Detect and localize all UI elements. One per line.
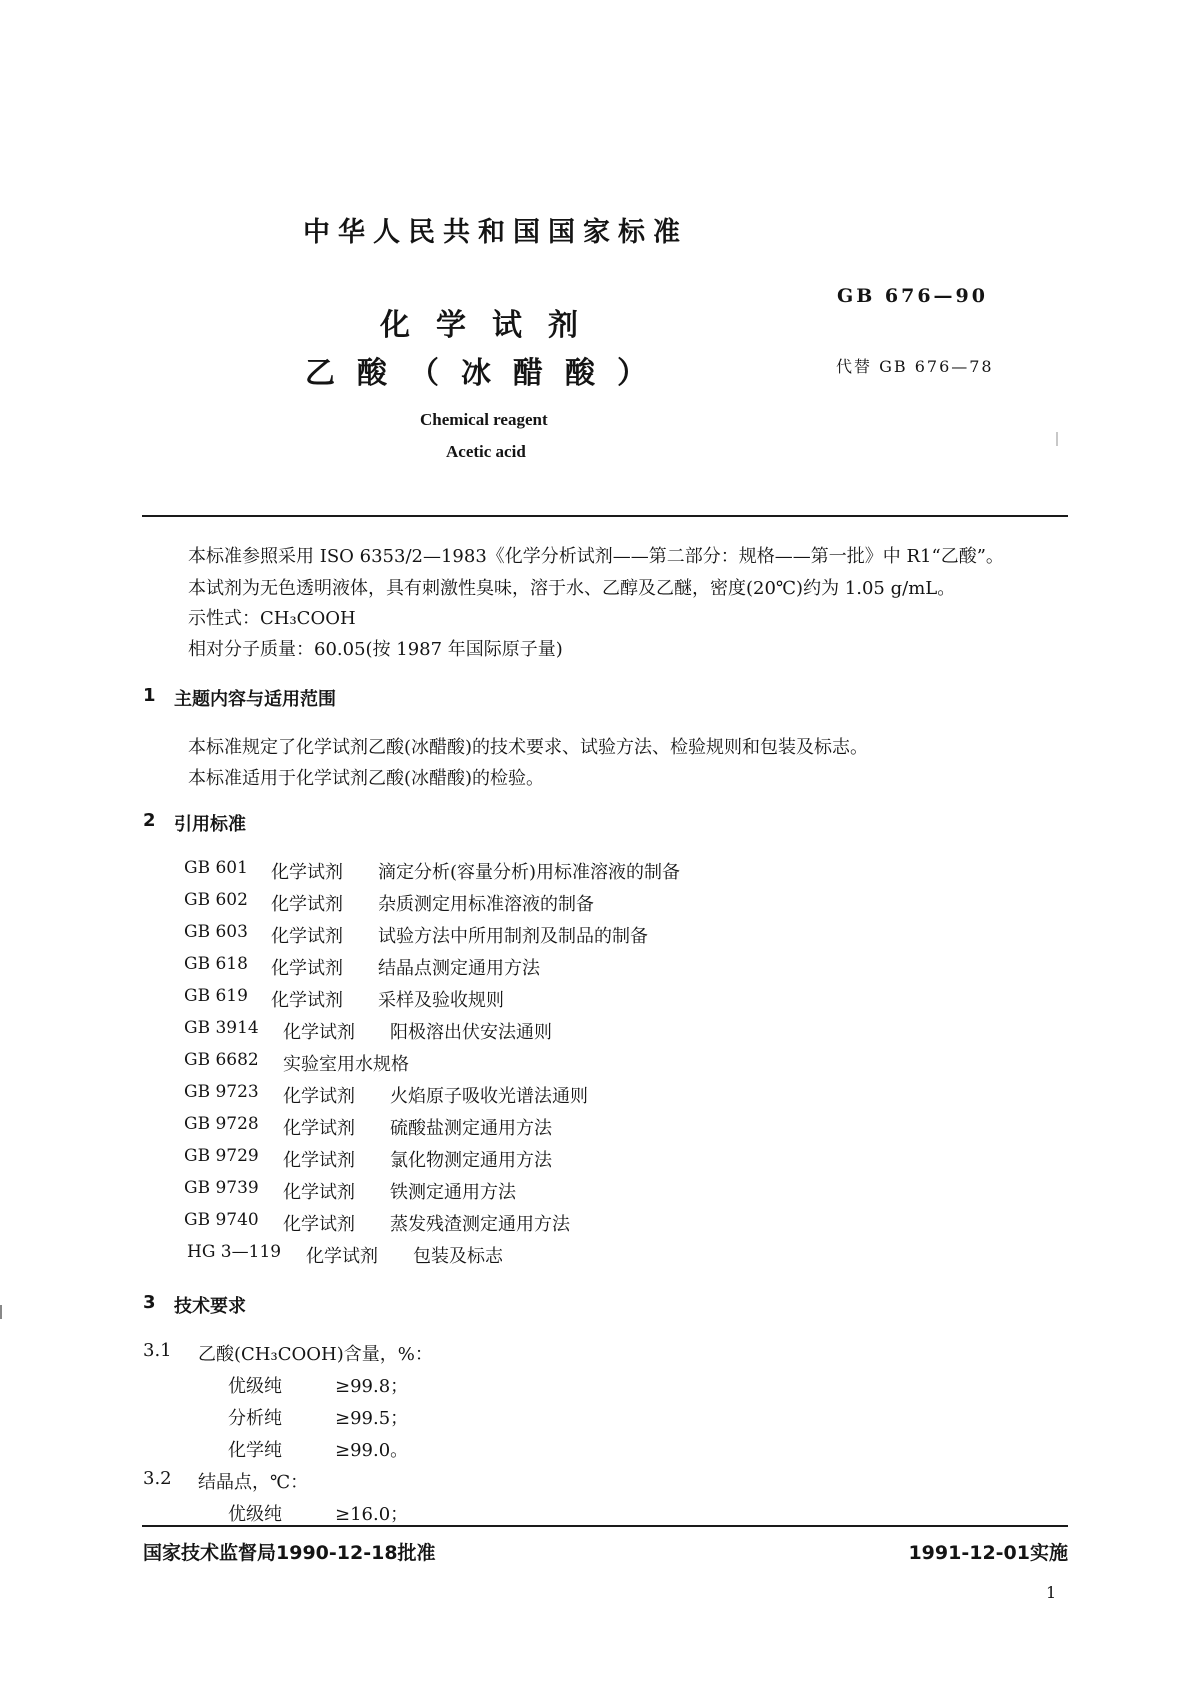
ref-category: 化学试剂 xyxy=(271,926,343,947)
document-title-line2: 乙酸（冰醋酸） xyxy=(305,356,669,391)
intro-paragraph: 示性式：CH₃COOH xyxy=(188,608,356,629)
ref-title: 滴定分析(容量分析)用标准溶液的制备 xyxy=(378,862,681,883)
grade-name: 优级纯 xyxy=(228,1376,282,1397)
intro-paragraph: 本试剂为无色透明液体，具有刺激性臭味，溶于水、乙醇及乙醚，密度(20℃)约为 1.05 g/mL。 xyxy=(188,578,956,599)
ref-title: 结晶点测定通用方法 xyxy=(378,958,540,979)
section-number: 1 xyxy=(143,685,156,706)
clause-number: 3.1 xyxy=(143,1340,172,1361)
ref-title: 采样及验收规则 xyxy=(378,990,504,1011)
ref-code: GB 9728 xyxy=(184,1114,259,1134)
section-heading: 引用标准 xyxy=(174,814,246,835)
section-number: 2 xyxy=(143,810,156,831)
grade-value: ≥16.0； xyxy=(335,1504,409,1525)
ref-category: 化学试剂 xyxy=(283,1214,355,1235)
clause-label: 乙酸(CH₃COOH)含量，%： xyxy=(198,1344,433,1365)
clause-label: 结晶点，℃： xyxy=(198,1472,309,1493)
ref-code: GB 9739 xyxy=(184,1178,259,1198)
scan-speck xyxy=(1056,432,1058,446)
effective-date: 1991-12-01实施 xyxy=(908,1542,1068,1564)
ref-title: 硫酸盐测定通用方法 xyxy=(390,1118,552,1139)
intro-paragraph: 本标准参照采用 ISO 6353/2—1983《化学分析试剂——第二部分：规格——第一批》中 R1“乙酸”。 xyxy=(188,546,1004,567)
footer-divider xyxy=(142,1525,1068,1527)
ref-category: 化学试剂 xyxy=(306,1246,378,1267)
ref-title: 阳极溶出伏安法通则 xyxy=(390,1022,552,1043)
intro-paragraph: 相对分子质量：60.05(按 1987 年国际原子量) xyxy=(188,639,563,660)
ref-code: GB 602 xyxy=(184,890,248,910)
ref-code: GB 601 xyxy=(184,858,248,878)
grade-name: 化学纯 xyxy=(228,1440,282,1461)
ref-code: GB 619 xyxy=(184,986,248,1006)
ref-category: 化学试剂 xyxy=(283,1118,355,1139)
ref-title: 试验方法中所用制剂及制品的制备 xyxy=(378,926,648,947)
grade-value: ≥99.5； xyxy=(335,1408,409,1429)
grade-value: ≥99.8； xyxy=(335,1376,409,1397)
ref-title: 包装及标志 xyxy=(413,1246,503,1267)
ref-category: 化学试剂 xyxy=(271,894,343,915)
english-title-line2: Acetic acid xyxy=(446,442,526,461)
ref-category: 化学试剂 xyxy=(271,958,343,979)
ref-code: GB 9740 xyxy=(184,1210,259,1230)
ref-category: 化学试剂 xyxy=(283,1022,355,1043)
ref-category: 化学试剂 xyxy=(271,990,343,1011)
ref-category: 实验室用水规格 xyxy=(283,1054,409,1075)
ref-title: 氯化物测定通用方法 xyxy=(390,1150,552,1171)
ref-code: HG 3—119 xyxy=(187,1242,282,1262)
section-heading: 技术要求 xyxy=(174,1296,246,1317)
grade-name: 分析纯 xyxy=(228,1408,282,1429)
ref-code: GB 3914 xyxy=(184,1018,259,1038)
section-paragraph: 本标准适用于化学试剂乙酸(冰醋酸)的检验。 xyxy=(188,768,545,789)
ref-category: 化学试剂 xyxy=(271,862,343,883)
english-title-line1: Chemical reagent xyxy=(420,410,548,429)
ref-code: GB 603 xyxy=(184,922,248,942)
ref-category: 化学试剂 xyxy=(283,1182,355,1203)
grade-name: 优级纯 xyxy=(228,1504,282,1525)
ref-category: 化学试剂 xyxy=(283,1150,355,1171)
ref-code: GB 618 xyxy=(184,954,248,974)
clause-number: 3.2 xyxy=(143,1468,172,1489)
section-heading: 主题内容与适用范围 xyxy=(174,689,336,710)
grade-value: ≥99.0。 xyxy=(335,1440,409,1461)
ref-code: GB 6682 xyxy=(184,1050,259,1070)
header-divider xyxy=(142,515,1068,517)
standard-number: GB 676—90 xyxy=(837,285,989,307)
ref-title: 杂质测定用标准溶液的制备 xyxy=(378,894,594,915)
document-title-line1: 化学试剂 xyxy=(380,308,604,343)
ref-category: 化学试剂 xyxy=(283,1086,355,1107)
section-paragraph: 本标准规定了化学试剂乙酸(冰醋酸)的技术要求、试验方法、检验规则和包装及标志。 xyxy=(188,737,869,758)
replaces-standard: 代替 GB 676—78 xyxy=(836,357,994,376)
section-number: 3 xyxy=(143,1292,156,1313)
ref-title: 蒸发残渣测定通用方法 xyxy=(390,1214,570,1235)
scan-speck xyxy=(0,1305,2,1319)
ref-title: 火焰原子吸收光谱法通则 xyxy=(390,1086,588,1107)
national-standard-title: 中华人民共和国国家标准 xyxy=(303,217,688,248)
ref-title: 铁测定通用方法 xyxy=(390,1182,516,1203)
page-number: 1 xyxy=(1046,1583,1057,1602)
approval-line: 国家技术监督局1990-12-18批准 xyxy=(143,1542,436,1564)
ref-code: GB 9723 xyxy=(184,1082,259,1102)
ref-code: GB 9729 xyxy=(184,1146,259,1166)
